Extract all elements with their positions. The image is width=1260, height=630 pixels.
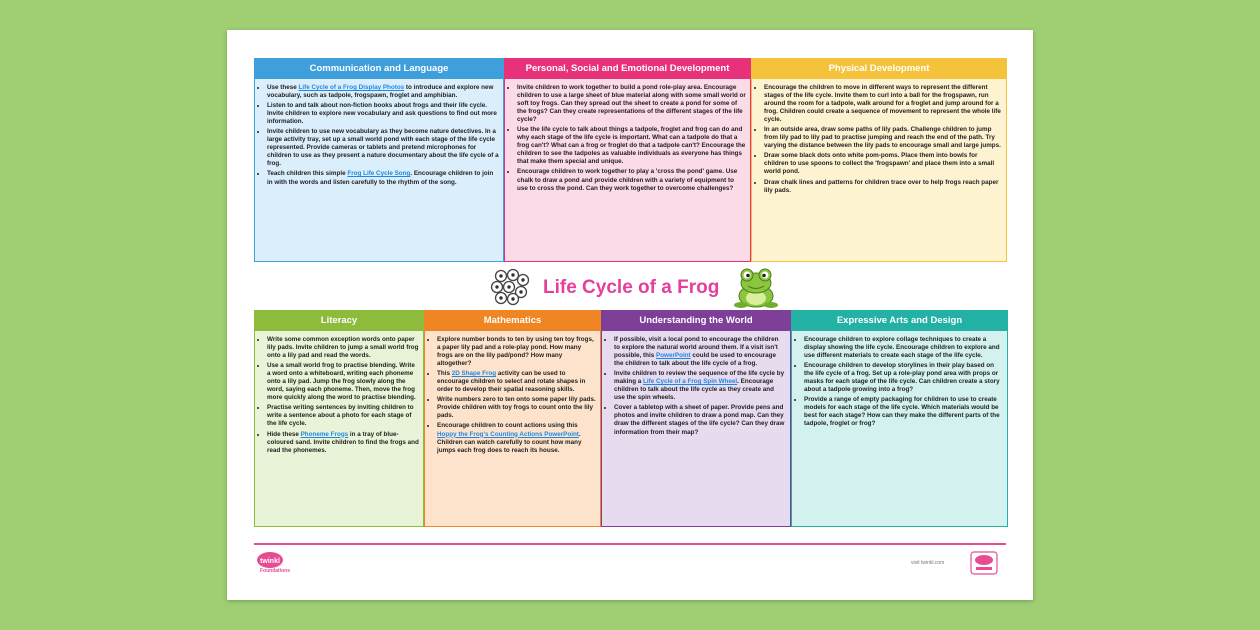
panel-mathematics: [424, 310, 601, 527]
bullet-text: Practise writing sentences by inviting children to write a sentence about a photo for each stage of the life cycle.: [267, 404, 414, 428]
bullet-text: in a tray of blue-coloured sand. Invite children to find the frogs and read the phonemes.: [267, 430, 419, 454]
bullet-item: [437, 422, 596, 454]
panel-expressive-arts: [791, 310, 1008, 527]
bullet-text: activity can be used to encourage children to select and rotate shapes in order to develop their spatial reasoning skills.: [437, 370, 586, 394]
bullet-text: Write some common exception words onto paper lily pads. Invite children to jump a small world frog onto a lily pad and read the words.: [267, 336, 419, 360]
panel-body: [504, 79, 751, 262]
bullet-text: Draw some black dots onto white pom-poms. Place them into bowls for children to use spoons to collect the 'frogspawn' and place them into a small world pond.: [764, 152, 995, 176]
panel-header: Communication and Language: [254, 58, 504, 79]
resource-link[interactable]: Phoneme Frogs: [300, 430, 349, 438]
panel-body: [254, 79, 504, 262]
bullet-item: [437, 370, 596, 394]
bullet-text: Listen to and talk about non-fiction books about frogs and their life cycle. Invite children to explore new vocabulary and ask questions to find out more information.: [267, 102, 497, 126]
resource-link[interactable]: PowerPoint: [656, 352, 691, 360]
bullet-item: [614, 404, 786, 436]
bullet-item: [614, 336, 786, 368]
bullet-item: [614, 370, 786, 402]
bullet-item: [267, 128, 499, 168]
bullet-text: Encourage children to develop storylines in their play based on the life cycle of a frog. Set up a role-play pond area with props or masks for each stage of the life cycle. Can children create a story about a tadpole growing into a frog?: [804, 362, 1000, 394]
logo-text: twinkl: [260, 558, 280, 565]
resource-link[interactable]: Frog Life Cycle Song: [347, 170, 411, 178]
bullet-text: Encourage children to explore collage techniques to create a display showing the life cycle. Encourage children to explore and use different materials to create each stage of the life cycle.: [804, 336, 1000, 360]
bullet-item: [437, 396, 596, 420]
bullet-item: [517, 168, 746, 192]
panel-header: Understanding the World: [601, 310, 791, 331]
bullet-item: [764, 152, 1002, 176]
frogspawn-icon: [489, 268, 533, 308]
bullet-text: . Encourage children to join in with the words and listen carefully to the rhythm of the song.: [267, 170, 494, 186]
bullet-text: to introduce and explore new vocabulary, such as tadpole, frogspawn, froglet and amphibian.: [267, 84, 494, 100]
bullet-text: Use a small world frog to practise blending. Write a word onto a whiteboard, writing each phoneme onto a lily pad. Jump the frog slowly along the word, saying each phoneme. Then, move the frog more quickly along the word to practise blending.: [267, 362, 416, 402]
bullet-text: In an outside area, draw some paths of lily pads. Challenge children to jump from lily pad to lily pad to practise jumping and reach the end of the path. Try varying the distance between the lily pads to encourage small and large jumps.: [764, 126, 1001, 150]
bullet-item: [267, 404, 419, 428]
page-title: Life Cycle of a Frog: [543, 277, 720, 298]
bullet-text: Provide a range of empty packaging for children to use to create models for each stage of the life cycle. Which materials would be best for each stage? How can they make the different parts of the tadpole, froglet or frog?: [804, 396, 1000, 428]
bullet-text: Use the life cycle to talk about things a tadpole, froglet and frog can do and why each stage of the life cycle is important. What can a tadpole do that a frog can't? What can a frog or froglet do that a tadpole can't? Encourage the children to see the tadpoles as valuable individuals as everyone has things that make them special and unique.: [517, 126, 746, 166]
panel-body: [254, 331, 424, 527]
panel-header: Mathematics: [424, 310, 601, 331]
bullet-text: . Encourage children to talk about the life cycle as they create and use the spin wheels.: [614, 378, 774, 402]
bullet-item: [267, 84, 499, 100]
bullet-item: [267, 431, 419, 455]
footer-url[interactable]: visit twinkl.com: [911, 560, 945, 566]
panel-psed: [504, 58, 751, 262]
bullet-item: [517, 126, 746, 166]
bullet-item: [517, 84, 746, 124]
panel-understanding-world: [601, 310, 791, 527]
bullet-text: Encourage the children to move in different ways to represent the different stages of the life cycle. Invite them to curl into a ball for the frogspawn, run around the room for a tadpole, walk around for a froglet and jump around for a frog. Children could create a sequence of movement to represent the whole life cycle.: [764, 84, 1001, 124]
panel-body: [751, 79, 1007, 262]
resource-link[interactable]: Life Cycle of a Frog Display Photos: [298, 84, 405, 91]
bullet-item: [804, 396, 1003, 428]
bullet-text: Use these: [267, 84, 299, 91]
bullet-text: Teach children this simple: [267, 170, 348, 178]
bullet-text: If possible, visit a local pond to encourage the children to explore the natural world around them. If a visit isn't possible, this: [614, 336, 779, 360]
panel-body: [791, 331, 1008, 527]
bullet-item: [267, 170, 499, 186]
logo-subtext: Foundations: [260, 568, 290, 574]
bullet-text: . Children can watch carefully to count how many jumps each frog does to reach its house.: [437, 430, 582, 454]
resource-link[interactable]: Hoppy the Frog's Counting Actions PowerPoint: [437, 430, 579, 438]
panel-physical: [751, 58, 1007, 262]
panel-header: Expressive Arts and Design: [791, 310, 1008, 331]
bullet-text: Invite children to use new vocabulary as they become nature detectives. In a large activity tray, set up a small world pond with each stage of the life cycle represented. Provide cameras or tablets and pretend microphones for children to use as they present a nature documentary about the life cycle of a frog.: [267, 128, 499, 168]
bullet-text: This: [437, 370, 452, 378]
bullet-text: Encourage children to work together to play a 'cross the pond' game. Use chalk to draw a pond and provide children with a variety of equipment to use to cross the pond. Can they work together to overcome challenges?: [517, 168, 738, 192]
panel-header: Personal, Social and Emotional Development: [504, 58, 751, 79]
frog-icon: [733, 267, 779, 309]
bullet-text: Draw chalk lines and patterns for children trace over to help frogs reach paper lily pads.: [764, 178, 999, 194]
bullet-text: Invite children to work together to build a pond role-play area. Encourage children to use a large sheet of blue material along with some small world or soft toy frogs. Can they spread out the sheet to create a pond for some of the frogs? Can they create representations of the different stages of the life cycle?: [517, 84, 746, 124]
footer-divider: [254, 543, 1006, 545]
twinkl-badge-logo: [969, 550, 999, 576]
bullet-text: Cover a tabletop with a sheet of paper. Provide pens and photos and invite children to draw a pond map. Can they draw the different stages of the life cycle? Can they draw information from their map?: [614, 404, 785, 436]
panel-header: Literacy: [254, 310, 424, 331]
bullet-item: [764, 126, 1002, 150]
panel-body: [601, 331, 791, 527]
bullet-item: [437, 336, 596, 368]
bullet-text: could be used to encourage the children to talk about the life cycle of a frog.: [614, 352, 777, 368]
bullet-item: [804, 336, 1003, 360]
panel-header: Physical Development: [751, 58, 1007, 79]
top-row: [254, 58, 1007, 262]
twinkl-foundations-logo: [252, 550, 298, 574]
bullet-item: [764, 84, 1002, 124]
bottom-row: [254, 310, 1008, 527]
bullet-text: Explore number bonds to ten by using ten toy frogs, a paper lily pad and a role-play pond. How many frogs are on the lily pad/pond? How many altogether?: [437, 336, 594, 368]
panel-communication: [254, 58, 504, 262]
panel-literacy: [254, 310, 424, 527]
bullet-item: [267, 102, 499, 126]
document-sheet: [227, 30, 1033, 600]
resource-link[interactable]: Life Cycle of a Frog Spin Wheel: [643, 378, 738, 386]
bullet-item: [764, 179, 1002, 195]
bullet-text: Hide these: [267, 430, 301, 438]
bullet-item: [267, 336, 419, 360]
bullet-item: [267, 362, 419, 402]
bullet-text: Invite children to review the sequence of the life cycle by making a: [614, 370, 785, 386]
panel-body: [424, 331, 601, 527]
title-area: [489, 267, 779, 309]
resource-link[interactable]: 2D Shape Frog: [451, 370, 497, 378]
bullet-item: [804, 362, 1003, 394]
bullet-text: Encourage children to count actions using this: [437, 422, 578, 430]
bullet-text: Write numbers zero to ten onto some paper lily pads. Provide children with toy frogs to count onto the lily pads.: [437, 396, 596, 420]
